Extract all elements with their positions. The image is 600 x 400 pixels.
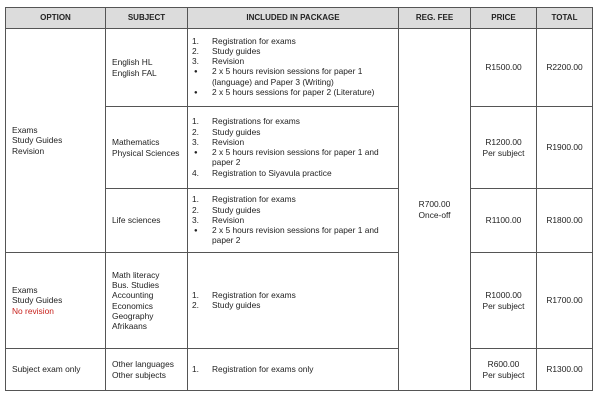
package-item <box>192 194 396 204</box>
package-item <box>192 290 396 300</box>
pricing-table <box>5 7 593 391</box>
subject-line: Physical Sciences <box>112 147 180 158</box>
header-price: PRICE <box>471 8 537 29</box>
item-number: 2. <box>192 45 199 56</box>
subject-line: Geography <box>112 310 154 321</box>
subject-line: Math literacy <box>112 269 160 280</box>
package-cell <box>188 189 399 253</box>
bullet-text: 2 x 5 hours revision sessions for paper 1 and paper 2 <box>212 147 379 168</box>
option-line: Study Guides <box>12 135 63 146</box>
subject-cell <box>106 29 188 107</box>
item-number: 1. <box>192 194 199 205</box>
package-item <box>192 300 396 310</box>
option-line: Study Guides <box>12 295 63 306</box>
option-cell <box>6 29 106 253</box>
package-item <box>192 364 396 374</box>
item-text: Registration to Siyavula practice <box>212 167 332 178</box>
package-item <box>192 56 396 66</box>
header-reg-fee: REG. FEE <box>399 8 471 29</box>
total-cell: R1700.00 <box>537 253 593 349</box>
bullet-dot-icon <box>192 147 212 168</box>
item-number: 3. <box>192 136 199 147</box>
table-row <box>6 253 593 349</box>
reg-fee-cell <box>399 29 471 391</box>
total-cell: R1800.00 <box>537 189 593 253</box>
reg-fee-line: R700.00 <box>418 199 451 210</box>
pricing-table-container <box>5 7 593 391</box>
item-number: 1. <box>192 116 199 127</box>
price-line: Per subject <box>482 147 525 158</box>
item-text: Study guides <box>212 126 261 137</box>
subject-line: Other subjects <box>112 369 166 380</box>
package-cell <box>188 107 399 189</box>
package-bullet <box>192 225 396 246</box>
package-item <box>192 168 396 178</box>
subject-line: Bus. Studies <box>112 280 160 290</box>
item-text: Registrations for exams <box>212 116 300 127</box>
reg-fee-line: Once-off <box>418 209 451 220</box>
price-cell <box>471 29 537 107</box>
item-text: Revision <box>212 214 245 225</box>
item-number: 2. <box>192 300 199 310</box>
subject-line: Afrikaans <box>112 321 147 331</box>
header-package: INCLUDED IN PACKAGE <box>188 8 399 29</box>
subject-cell <box>106 349 188 391</box>
price-cell <box>471 107 537 189</box>
subject-line: Mathematics <box>112 137 160 148</box>
header-total: TOTAL <box>537 8 593 29</box>
item-number: 3. <box>192 214 199 225</box>
option-cell <box>6 349 106 391</box>
subject-line: Other languages <box>112 359 174 370</box>
package-bullet <box>192 147 396 168</box>
item-text: Study guides <box>212 45 261 56</box>
item-number: 4. <box>192 167 199 178</box>
bullet-text: 2 x 5 hours revision sessions for paper 1 (language) and Paper 3 (Writing) <box>212 66 363 87</box>
item-number: 3. <box>192 56 199 67</box>
item-text: Study guides <box>212 300 261 310</box>
subject-line: Life sciences <box>112 215 161 226</box>
package-bullet <box>192 87 396 98</box>
subject-line: English HL <box>112 57 153 68</box>
price-line: Per subject <box>482 300 525 311</box>
item-text: Registration for exams <box>212 194 296 205</box>
item-text: Revision <box>212 136 245 147</box>
item-text: Registration for exams <box>212 289 296 300</box>
package-bullet <box>192 66 396 87</box>
total-cell: R2200.00 <box>537 29 593 107</box>
table-row <box>6 349 593 391</box>
price-line: R1100.00 <box>485 215 522 226</box>
item-number: 1. <box>192 35 199 46</box>
item-number: 2. <box>192 204 199 215</box>
price-cell <box>471 349 537 391</box>
item-text: Registration for exams only <box>212 363 314 374</box>
total-cell: R1300.00 <box>537 349 593 391</box>
header-row <box>6 8 593 29</box>
package-item <box>192 36 396 46</box>
item-text: Revision <box>212 56 245 67</box>
no-revision-note: No revision <box>12 305 54 316</box>
subject-cell <box>106 253 188 349</box>
package-cell <box>188 349 399 391</box>
bullet-dot-icon <box>192 87 212 98</box>
bullet-dot-icon <box>192 225 212 246</box>
option-line: Subject exam only <box>12 364 81 375</box>
price-line: R1000.00 <box>485 290 522 301</box>
option-line: Revision <box>12 145 45 156</box>
subject-cell <box>106 189 188 253</box>
subject-line: Accounting <box>112 290 154 301</box>
price-cell <box>471 189 537 253</box>
item-number: 2. <box>192 126 199 137</box>
price-cell <box>471 253 537 349</box>
subject-cell <box>106 107 188 189</box>
package-item <box>192 46 396 56</box>
item-number: 1. <box>192 289 199 300</box>
package-item <box>192 137 396 147</box>
price-line: R600.00 <box>487 359 520 370</box>
bullet-dot-icon <box>192 66 212 87</box>
package-item <box>192 205 396 215</box>
price-line: R1200.00 <box>485 137 522 148</box>
subject-line: Economics <box>112 300 153 311</box>
header-subject: SUBJECT <box>106 8 188 29</box>
package-cell <box>188 29 399 107</box>
subject-line: English FAL <box>112 67 157 78</box>
option-line: Exams <box>12 125 38 136</box>
price-line: Per subject <box>482 369 525 380</box>
package-item <box>192 215 396 225</box>
option-line: Exams <box>12 285 38 296</box>
option-cell <box>6 253 106 349</box>
header-option: OPTION <box>6 8 106 29</box>
item-number: 1. <box>192 363 199 374</box>
package-item <box>192 127 396 137</box>
package-item <box>192 116 396 126</box>
item-text: Registration for exams <box>212 35 296 46</box>
package-cell <box>188 253 399 349</box>
price-line: R1500.00 <box>485 62 522 73</box>
total-cell: R1900.00 <box>537 107 593 189</box>
item-text: Study guides <box>212 204 261 215</box>
table-row <box>6 29 593 107</box>
bullet-text: 2 x 5 hours sessions for paper 2 (Literature) <box>212 86 375 97</box>
bullet-text: 2 x 5 hours revision sessions for paper 1 and paper 2 <box>212 225 379 246</box>
